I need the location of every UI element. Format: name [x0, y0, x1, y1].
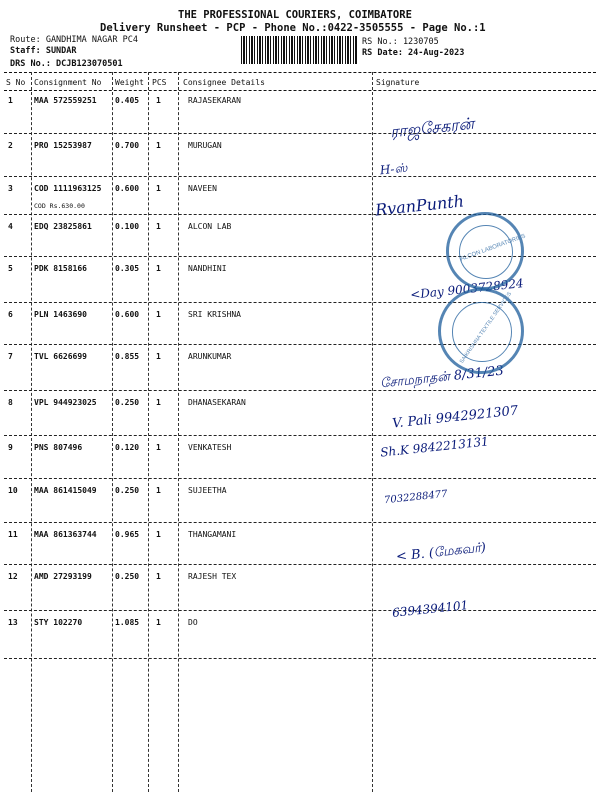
row-pcs: 1	[156, 264, 161, 273]
row-pcs: 1	[156, 530, 161, 539]
row-sno: 4	[8, 222, 13, 231]
row-weight: 0.855	[115, 352, 140, 361]
row-consignment: MAA 572559251	[34, 96, 97, 105]
row-consignee: SRI KRISHNA	[188, 310, 241, 319]
company-name: THE PROFESSIONAL COURIERS, COIMBATORE	[178, 9, 412, 21]
row-consignment: MAA 861415049	[34, 486, 97, 495]
rs-date: RS Date: 24-Aug-2023	[362, 48, 465, 58]
col-consignee: Consignee Details	[183, 78, 265, 87]
row-divider	[4, 390, 596, 391]
row-consignment: VPL 944923025	[34, 398, 97, 407]
saikrishna-stamp: SAIKRISHNA TEXTILE SERVICES	[438, 288, 524, 374]
row-pcs: 1	[156, 486, 161, 495]
row-weight: 0.250	[115, 572, 140, 581]
row-weight: 0.100	[115, 222, 140, 231]
row-sno: 8	[8, 398, 13, 407]
row-divider	[4, 478, 596, 479]
route: Route: GANDHIMA NAGAR PC4	[10, 35, 138, 45]
row-weight: 0.120	[115, 443, 140, 452]
row-weight: 0.600	[115, 184, 140, 193]
row-sno: 12	[8, 572, 18, 581]
row-pcs: 1	[156, 572, 161, 581]
row-pcs: 1	[156, 141, 161, 150]
row-sno: 13	[8, 618, 18, 627]
row-divider	[4, 214, 596, 215]
row-sno: 5	[8, 264, 13, 273]
row-consignee: VENKATESH	[188, 443, 232, 452]
rs-number: RS No.: 1230705	[362, 37, 439, 47]
row-signature: V. Pali 9942921307	[391, 403, 519, 432]
row-divider	[4, 435, 596, 436]
row-pcs: 1	[156, 352, 161, 361]
row-sno: 11	[8, 530, 18, 539]
staff: Staff: SUNDAR	[10, 46, 77, 56]
row-weight: 0.405	[115, 96, 140, 105]
row-signature: Sh.K 9842213131	[379, 434, 490, 460]
row-consignee: DHANASEKARAN	[188, 398, 246, 407]
row-divider	[4, 610, 596, 611]
row-sno: 1	[8, 96, 13, 105]
row-consignment: STY 102270	[34, 618, 83, 627]
row-weight: 1.085	[115, 618, 140, 627]
row-pcs: 1	[156, 184, 161, 193]
row-pcs: 1	[156, 222, 161, 231]
row-sno: 2	[8, 141, 13, 150]
row-consignee: RAJESH TEX	[188, 572, 237, 581]
row-signature: <Day 9003728924	[409, 276, 525, 302]
row-consignment: PLN 1463690	[34, 310, 87, 319]
col-consignment: Consignment No	[34, 78, 102, 87]
row-weight: 0.600	[115, 310, 140, 319]
row-consignee: SUJEETHA	[188, 486, 227, 495]
row-sno: 9	[8, 443, 13, 452]
col-sno: S No	[6, 78, 26, 87]
row-sno: 7	[8, 352, 13, 361]
row-divider	[4, 176, 596, 177]
row-signature: < B. (மேகவர்)	[395, 540, 487, 565]
col-pcs: PCS	[152, 78, 167, 87]
alcon-stamp: ALCON LABORATORIES	[446, 212, 524, 290]
row-cod-amount: COD Rs.630.00	[34, 202, 85, 210]
row-consignment: TVL 6626699	[34, 352, 87, 361]
row-signature: 6394394101	[391, 598, 469, 620]
runsheet-title: Delivery Runsheet - PCP - Phone No.:0422-3505555 - Page No.:1	[100, 22, 486, 34]
row-sno: 10	[8, 486, 18, 495]
row-consignee: NAVEEN	[188, 184, 217, 193]
row-weight: 0.965	[115, 530, 140, 539]
row-consignment: PRO 15253987	[34, 141, 92, 150]
col-weight: Weight	[115, 78, 144, 87]
row-pcs: 1	[156, 398, 161, 407]
row-signature: சோமநாதன் 8/31/23	[379, 363, 505, 392]
row-sno: 6	[8, 310, 13, 319]
row-consignee: DO	[188, 618, 198, 627]
row-divider	[4, 658, 596, 659]
row-weight: 0.700	[115, 141, 140, 150]
drs-number: DRS No.: DCJB123070501	[10, 59, 123, 69]
row-consignment: PDK 8158166	[34, 264, 87, 273]
row-consignment: EDQ 23825861	[34, 222, 92, 231]
row-weight: 0.305	[115, 264, 140, 273]
row-pcs: 1	[156, 96, 161, 105]
row-consignee: ARUNKUMAR	[188, 352, 232, 361]
row-signature: RvanPunth	[374, 191, 465, 220]
row-pcs: 1	[156, 443, 161, 452]
row-divider	[4, 564, 596, 565]
row-sno: 3	[8, 184, 13, 193]
row-consignment: AMD 27293199	[34, 572, 92, 581]
col-signature: Signature	[376, 78, 420, 87]
row-signature: H-ஸ்	[379, 160, 408, 178]
row-divider	[4, 522, 596, 523]
row-weight: 0.250	[115, 486, 140, 495]
row-pcs: 1	[156, 310, 161, 319]
row-consignee: NANDHINI	[188, 264, 227, 273]
row-consignee: ALCON LAB	[188, 222, 232, 231]
row-consignee: THANGAMANI	[188, 530, 237, 539]
row-consignment: PNS 807496	[34, 443, 83, 452]
row-signature: 7032288477	[383, 488, 449, 507]
row-consignment: COD 1111963125	[34, 184, 102, 193]
row-weight: 0.250	[115, 398, 140, 407]
row-consignee: RAJASEKARAN	[188, 96, 241, 105]
row-consignment: MAA 861363744	[34, 530, 97, 539]
row-signature: ராஜசேகரன்	[389, 113, 475, 142]
barcode	[241, 36, 357, 64]
row-divider	[4, 133, 596, 134]
row-pcs: 1	[156, 618, 161, 627]
row-consignee: MURUGAN	[188, 141, 222, 150]
